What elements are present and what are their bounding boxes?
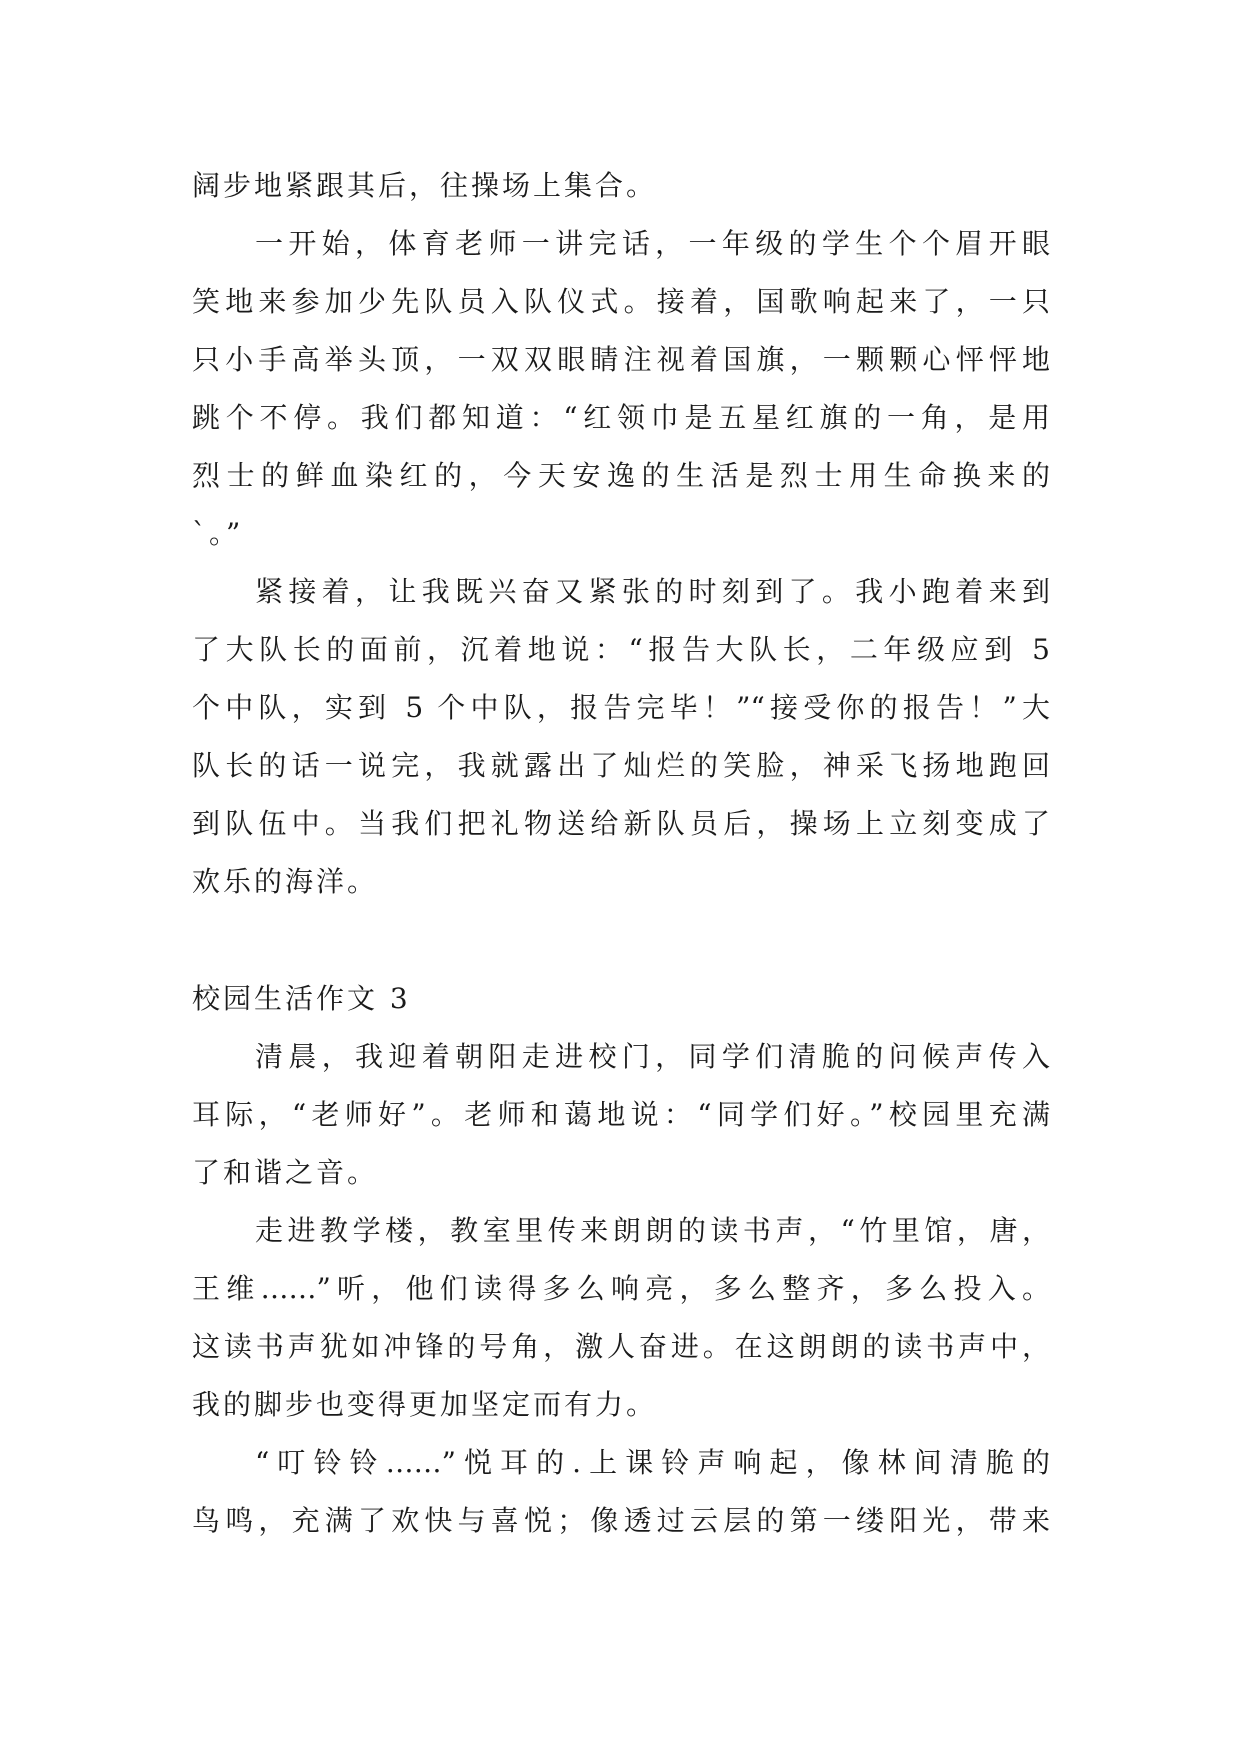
continuation-paragraph [192, 157, 1050, 215]
paragraph-morning-greeting [192, 1028, 1050, 1202]
text-line: 队长的话一说完，我就露出了灿烂的笑脸，神采飞扬地跑回 [192, 749, 1050, 782]
text-line: 走进教学楼，教室里传来朗朗的读书声，“竹里馆，唐， [255, 1214, 1050, 1247]
text-line: “叮铃铃……”悦耳的.上课铃声响起，像林间清脆的 [255, 1446, 1050, 1479]
paragraph-class-bell [192, 1434, 1050, 1550]
text-line: 跳个不停。我们都知道：“红领巾是五星红旗的一角，是用 [192, 401, 1050, 434]
text-line: 欢乐的海洋。 [192, 865, 379, 898]
text-line: 只小手高举头顶，一双双眼睛注视着国旗，一颗颗心怦怦地 [192, 343, 1050, 376]
text-line: 阔步地紧跟其后，往操场上集合。 [192, 169, 658, 202]
text-line: 一开始，体育老师一讲完话，一年级的学生个个眉开眼 [255, 227, 1050, 260]
text-line: 王维……”听，他们读得多么响亮，多么整齐，多么投入。 [192, 1272, 1050, 1305]
text-line: 到队伍中。当我们把礼物送给新队员后，操场上立刻变成了 [192, 807, 1050, 840]
text-line: 了和谐之音。 [192, 1156, 379, 1189]
text-line: 了大队长的面前，沉着地说：“报告大队长，二年级应到 5 [192, 633, 1050, 666]
text-line: 烈士的鲜血染红的，今天安逸的生活是烈士用生命换来的 [192, 459, 1050, 492]
text-line: `。” [192, 517, 244, 550]
text-line: 我的脚步也变得更加坚定而有力。 [192, 1388, 658, 1421]
text-line: 耳际，“老师好”。老师和蔼地说：“同学们好。”校园里充满 [192, 1098, 1050, 1131]
text-line: 笑地来参加少先队员入队仪式。接着，国歌响起来了，一只 [192, 285, 1050, 318]
text-line: 清晨，我迎着朝阳走进校门，同学们清脆的问候声传入 [255, 1040, 1050, 1073]
text-line: 个中队，实到 5 个中队，报告完毕！”“接受你的报告！”大 [192, 691, 1050, 724]
text-line: 这读书声犹如冲锋的号角，激人奋进。在这朗朗的读书声中， [192, 1330, 1050, 1363]
text-line: 紧接着，让我既兴奋又紧张的时刻到了。我小跑着来到 [255, 575, 1050, 608]
section-heading-text: 校园生活作文 3 [192, 982, 411, 1015]
paragraph-enrollment-ceremony [192, 215, 1050, 563]
text-line: 鸟鸣，充满了欢快与喜悦；像透过云层的第一缕阳光，带来 [192, 1504, 1050, 1537]
paragraph-report-moment [192, 563, 1050, 911]
paragraph-reading-sound [192, 1202, 1050, 1434]
section-heading [192, 970, 1050, 1028]
